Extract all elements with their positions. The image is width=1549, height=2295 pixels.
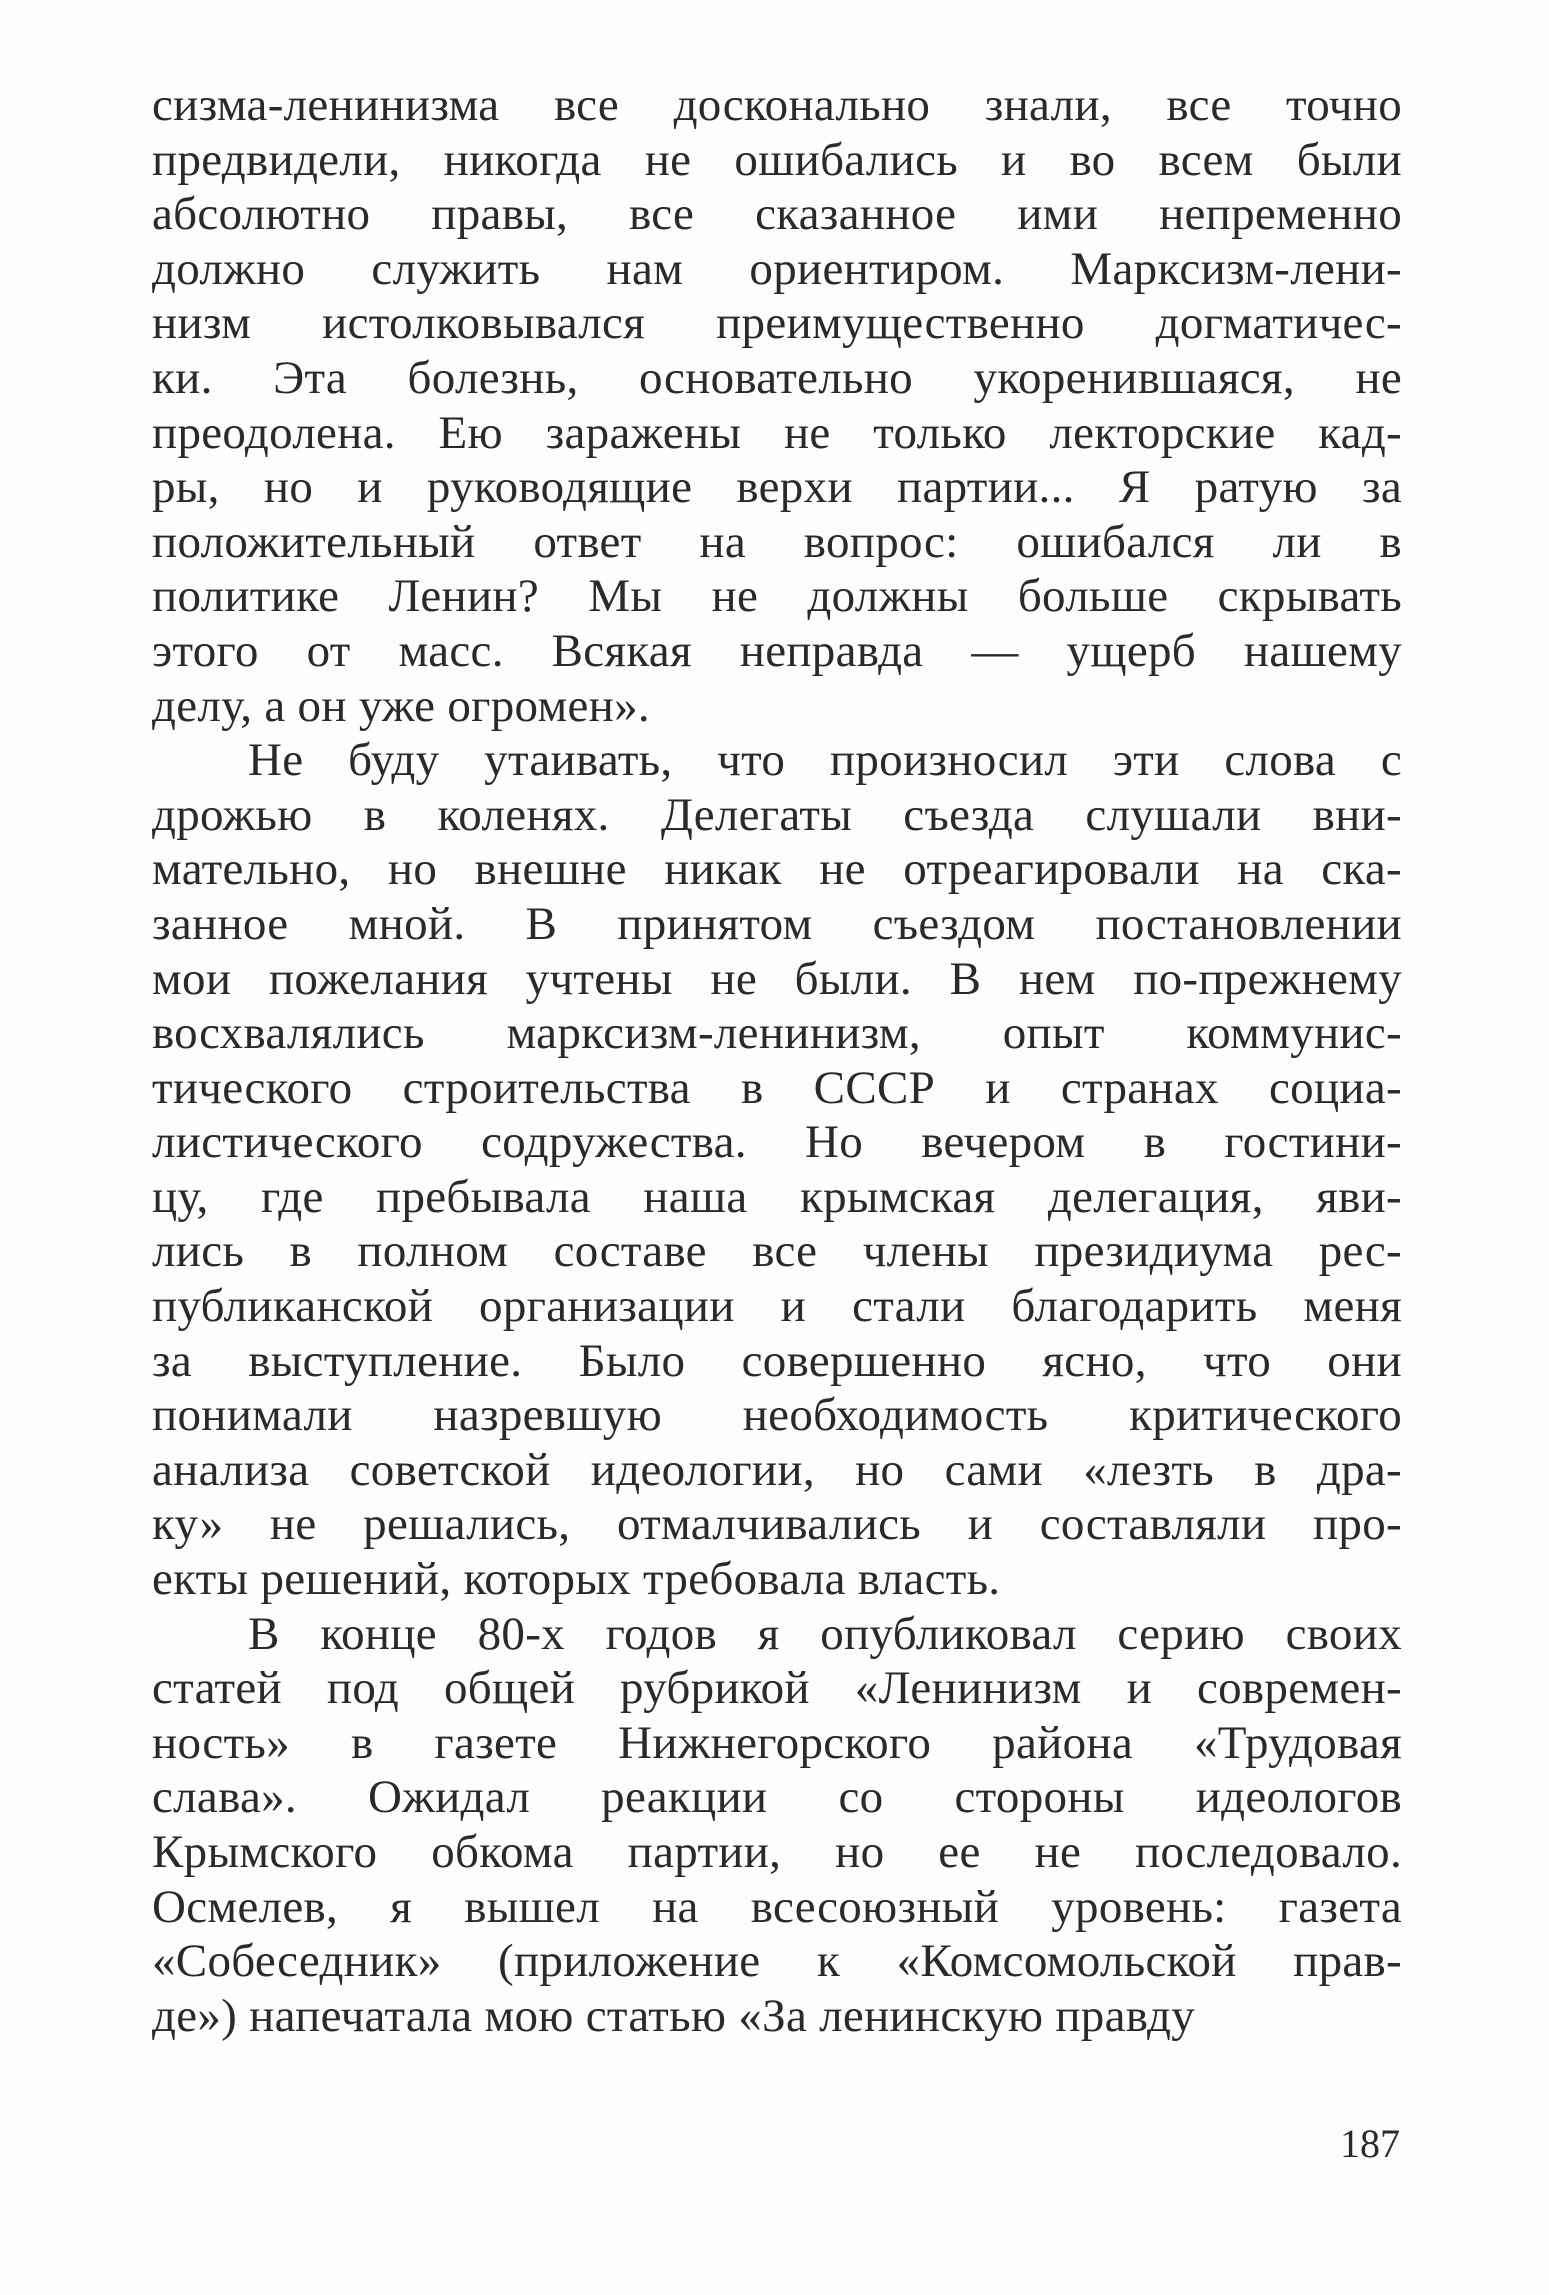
text-line: В конце 80-х годов я опубликовал серию своих: [248, 1607, 1402, 1660]
text-line: должно служить нам ориентиром. Марксизм-лени-: [152, 242, 1402, 295]
text-line: ность» в газете Нижнегорского района «Трудовая: [152, 1716, 1402, 1769]
text-line: делу, а он уже огромен».: [152, 679, 650, 732]
text-line: преодолена. Ею заражены не только лекторские кад-: [152, 406, 1402, 459]
text-line: сизма-ленинизма все досконально знали, все точно: [152, 79, 1402, 131]
text-line: ки. Эта болезнь, основательно укоренившаяся, не: [152, 351, 1402, 404]
text-line: восхвалялись марксизм-ленинизм, опыт коммунис-: [152, 1007, 1402, 1060]
text-line: «Собеседник» (приложение к «Комсомольской прав-: [152, 1935, 1402, 1988]
text-line: мательно, но внешне никак не отреагировали на ска-: [152, 843, 1402, 896]
text-line: публиканской организации и стали благодарить меня: [152, 1280, 1402, 1333]
paragraph: [152, 1607, 1402, 2044]
text-line: тического строительства в СССР и странах социа-: [152, 1061, 1402, 1114]
text-line: политике Ленин? Мы не должны больше скрывать: [152, 570, 1402, 623]
text-line: Крымского обкома партии, но ее не последовало.: [152, 1826, 1402, 1878]
text-line: статей под общей рубрикой «Ленинизм и современ-: [152, 1662, 1402, 1715]
page-number: 187: [1340, 2121, 1400, 2166]
text-line: анализа советской идеологии, но сами «лезть в дра-: [152, 1443, 1402, 1496]
text-line: дрожью в коленях. Делегаты съезда слушали вни-: [152, 788, 1402, 841]
text-line: слава». Ожидал реакции со стороны идеологов: [152, 1771, 1402, 1824]
text-line: этого от масс. Всякая неправда — ущерб нашему: [152, 624, 1402, 677]
text-line: положительный ответ на вопрос: ошибался ли в: [152, 515, 1402, 568]
text-line: ку» не решались, отмалчивались и составляли про-: [152, 1498, 1402, 1551]
text-line: Осмелев, я вышел на всесоюзный уровень: газета: [152, 1880, 1402, 1933]
text-line: де») напечатала мою статью «За ленинскую правду: [152, 1989, 1196, 2042]
paragraph: [152, 733, 1402, 1607]
text-line: цу, где пребывала наша крымская делегация, яви-: [152, 1170, 1402, 1223]
text-line: листического содружества. Но вечером в гостини-: [152, 1116, 1402, 1169]
text-line: понимали назревшую необходимость критического: [152, 1389, 1402, 1442]
text-line: мои пожелания учтены не были. В нем по-прежнему: [152, 952, 1402, 1005]
text-line: абсолютно правы, все сказанное ими непременно: [152, 188, 1402, 241]
text-line: лись в полном составе все члены президиума рес-: [152, 1225, 1402, 1278]
body-text: [152, 78, 1402, 2043]
text-line: занное мной. В принятом съездом постановлении: [152, 897, 1402, 950]
text-line: за выступление. Было совершенно ясно, что они: [152, 1334, 1402, 1387]
text-line: низм истолковывался преимущественно догматичес-: [152, 297, 1402, 350]
text-line: предвидели, никогда не ошибались и во всем были: [152, 133, 1402, 186]
text-line: Не буду утаивать, что произносил эти слова с: [248, 734, 1402, 787]
text-line: ры, но и руководящие верхи партии... Я ратую за: [152, 461, 1402, 514]
text-line: екты решений, которых требовала власть.: [152, 1553, 1001, 1606]
paragraph: [152, 78, 1402, 733]
